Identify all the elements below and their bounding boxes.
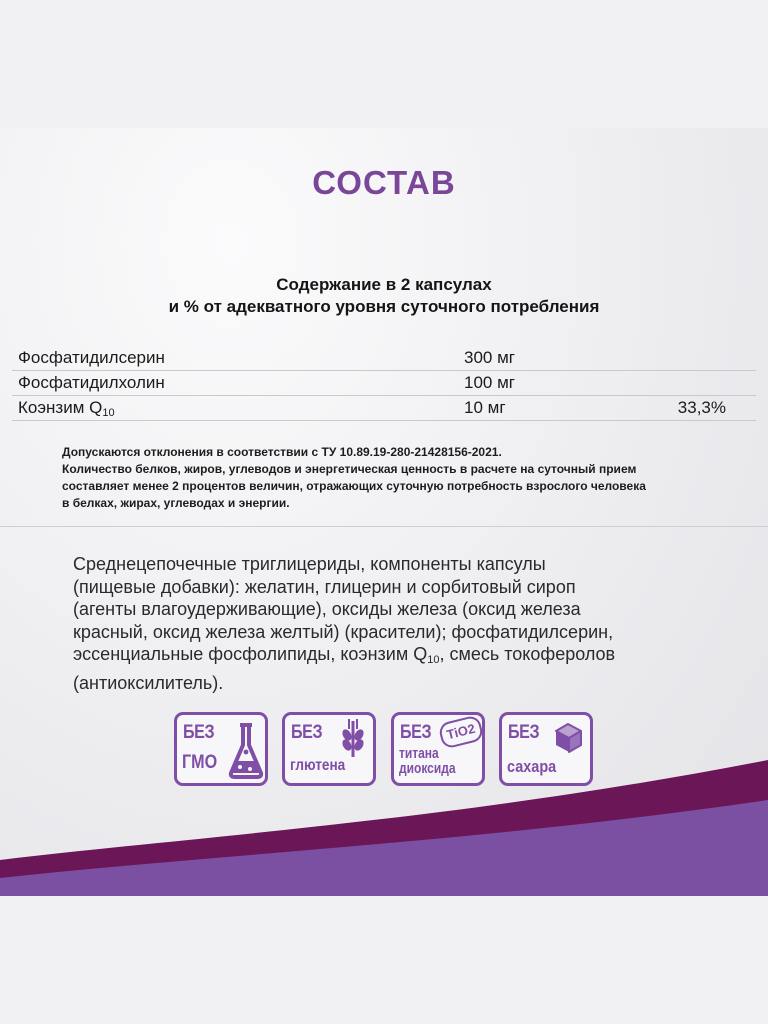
divider	[0, 526, 768, 527]
flask-icon	[227, 719, 265, 781]
table-row	[12, 371, 756, 396]
composition-card	[0, 128, 768, 896]
badge-label: глютена	[290, 757, 346, 774]
badge-label: ГМО	[182, 752, 218, 773]
ingredients-subscript: 10	[427, 654, 440, 666]
row-name	[18, 396, 115, 425]
ingredients-line-5	[73, 643, 733, 672]
badge-no-sugar	[499, 712, 593, 786]
badge-label-1: титана	[399, 745, 439, 762]
nutrient-table	[12, 346, 756, 421]
badge-prefix: БЕЗ	[400, 722, 432, 743]
badge-prefix: БЕЗ	[183, 722, 215, 743]
note-line-4: в белках, жирах, углеводах и энергии.	[62, 496, 290, 510]
row-amount: 300 мг	[464, 348, 515, 367]
ingredients-line-5-a: эссенциальные фосфолипиды, коэнзим Q	[73, 644, 428, 664]
badge-label-2: диоксида	[399, 760, 456, 777]
tio2-icon: TiO2	[437, 714, 484, 749]
row-name: Фосфатидилхолин	[18, 373, 165, 392]
badge-prefix: БЕЗ	[508, 722, 540, 743]
row-name-text: Коэнзим Q	[18, 398, 103, 417]
badges-row	[0, 712, 768, 790]
badge-no-gluten	[282, 712, 376, 786]
disclaimer-note	[62, 444, 722, 512]
badge-no-gmo	[174, 712, 268, 786]
ingredients-line-1: Среднецепочечные триглицериды, компоненты капсулы	[73, 554, 546, 574]
subtitle-line-1: Содержание в 2 капсулах	[276, 275, 492, 294]
table-row	[12, 346, 756, 371]
row-percent: 33,3%	[677, 398, 726, 417]
note-line-3: составляет менее 2 процентов величин, отражающих суточную потребность взрослого человека	[62, 479, 646, 493]
sugar-cube-icon	[548, 719, 588, 759]
row-amount: 100 мг	[464, 373, 515, 392]
subtitle-line-2: и % от адекватного уровня суточного потребления	[168, 297, 600, 316]
page-title: СОСТАВ	[312, 164, 456, 201]
ingredients-text	[73, 553, 733, 694]
ingredients-line-5-b: , смесь токоферолов	[439, 644, 616, 664]
badge-label: сахара	[507, 757, 557, 776]
row-name: Фосфатидилсерин	[18, 348, 165, 367]
ingredients-line-4: красный, оксид железа желтый) (красители); фосфатидилсерин,	[73, 621, 614, 642]
badge-no-titanium-dioxide	[391, 712, 485, 786]
badge-prefix: БЕЗ	[291, 722, 323, 743]
wheat-icon	[335, 717, 371, 759]
table-subtitle	[0, 274, 768, 318]
ingredients-line-3: (агенты влагоудерживающие), оксиды железа (оксид железа	[73, 599, 581, 619]
row-amount: 10 мг	[464, 398, 506, 417]
note-line-1: Допускаются отклонения в соответствии с ТУ 10.89.19-280-21428156-2021.	[62, 445, 502, 459]
row-name-subscript: 10	[102, 407, 115, 419]
note-line-2: Количество белков, жиров, углеводов и энергетическая ценность в расчете на суточный прием	[62, 462, 637, 476]
ingredients-line-6: (антиоксилитель).	[73, 672, 224, 693]
ingredients-line-2: (пищевые добавки): желатин, глицерин и сорбитовый сироп	[73, 576, 576, 597]
table-row	[12, 396, 756, 421]
